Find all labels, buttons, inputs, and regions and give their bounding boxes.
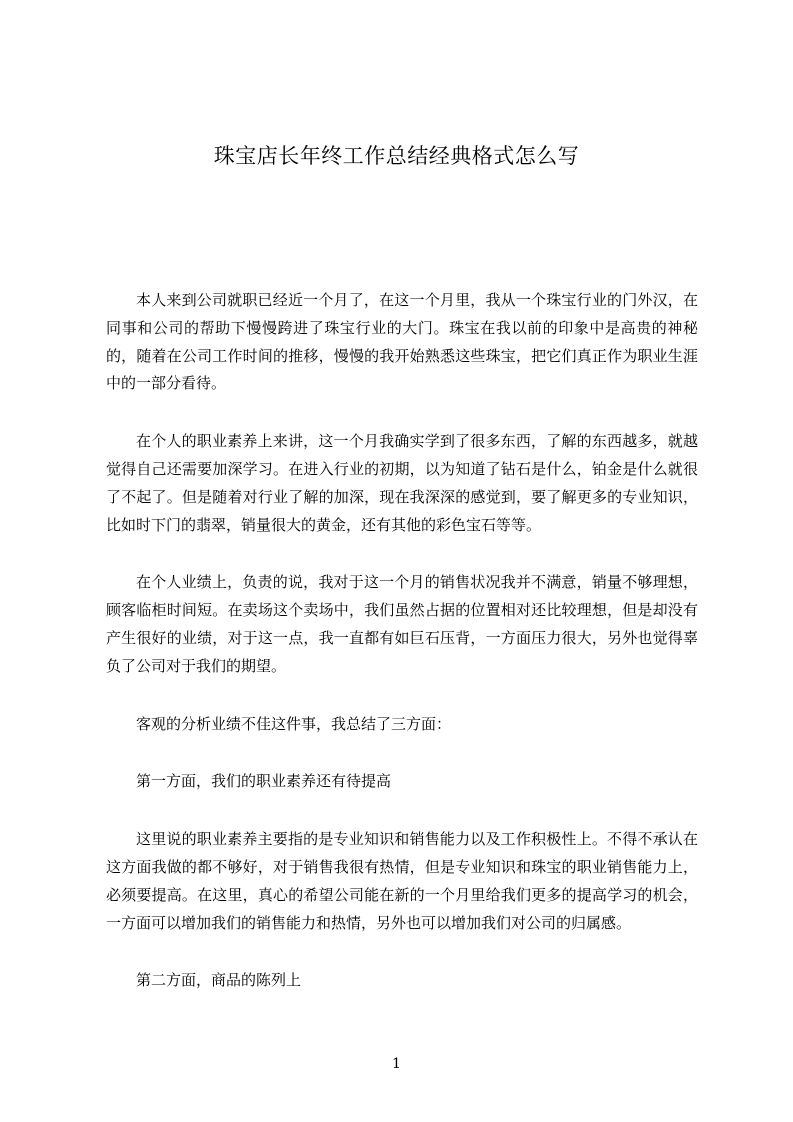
section-heading-second-aspect: 第二方面，商品的陈列上 xyxy=(136,971,302,990)
paragraph-spacer xyxy=(106,398,698,428)
paragraph-analysis-intro: 客观的分析业绩不佳这件事，我总结了三方面： xyxy=(136,714,452,733)
paragraph-intro: 本人来到公司就职已经近一个月了，在这一个月里，我从一个珠宝行业的门外汉，在同事和公司的帮助下慢慢跨进了珠宝行业的大门。珠宝在我以前的印象中是高贵的神秘的，随着在公司工作时间的推移，慢慢的我开始熟悉这些珠宝，把它们真正作为职业生涯中的一部分看待。 xyxy=(106,291,698,393)
paragraph-spacer xyxy=(106,796,698,826)
paragraph-performance: 在个人业绩上，负责的说，我对于这一个月的销售状况我并不满意，销量不够理想，顾客临柜时间短。在卖场这个卖场中，我们虽然占据的位置相对还比较理想，但是却没有产生很好的业绩，对于这一点，我一直都有如巨石压背，一方面压力很大，另外也觉得辜负了公司对于我们的期望。 xyxy=(106,573,698,675)
document-body xyxy=(106,287,698,995)
paragraph-spacer xyxy=(106,539,698,569)
section-heading-first-aspect: 第一方面，我们的职业素养还有待提高 xyxy=(136,772,392,791)
paragraph-first-aspect-detail: 这里说的职业素养主要指的是专业知识和销售能力以及工作积极性上。不得不承认在这方面我做的都不够好，对于销售我很有热情，但是专业知识和珠宝的职业销售能力上，必须要提高。在这里，真心的希望公司能在新的一个月里给我们更多的提高学习的机会，一方面可以增加我们的销售能力和热情，另外也可以增加我们对公司的归属感。 xyxy=(106,830,698,932)
paragraph-spacer xyxy=(106,937,698,967)
page-number: 1 xyxy=(392,1056,401,1072)
document-title: 珠宝店长年终工作总结经典格式怎么写 xyxy=(213,144,580,168)
paragraph-spacer xyxy=(106,738,698,768)
paragraph-professional-quality: 在个人的职业素养上来讲，这一个月我确实学到了很多东西，了解的东西越多，就越觉得自己还需要加深学习。在进入行业的初期，以为知道了钻石是什么，铂金是什么就很了不起了。但是随着对行业了解的加深，现在我深深的感觉到，要了解更多的专业知识，比如时下门的翡翠，销量很大的黄金，还有其他的彩色宝石等等。 xyxy=(106,432,698,534)
paragraph-spacer xyxy=(106,681,698,711)
